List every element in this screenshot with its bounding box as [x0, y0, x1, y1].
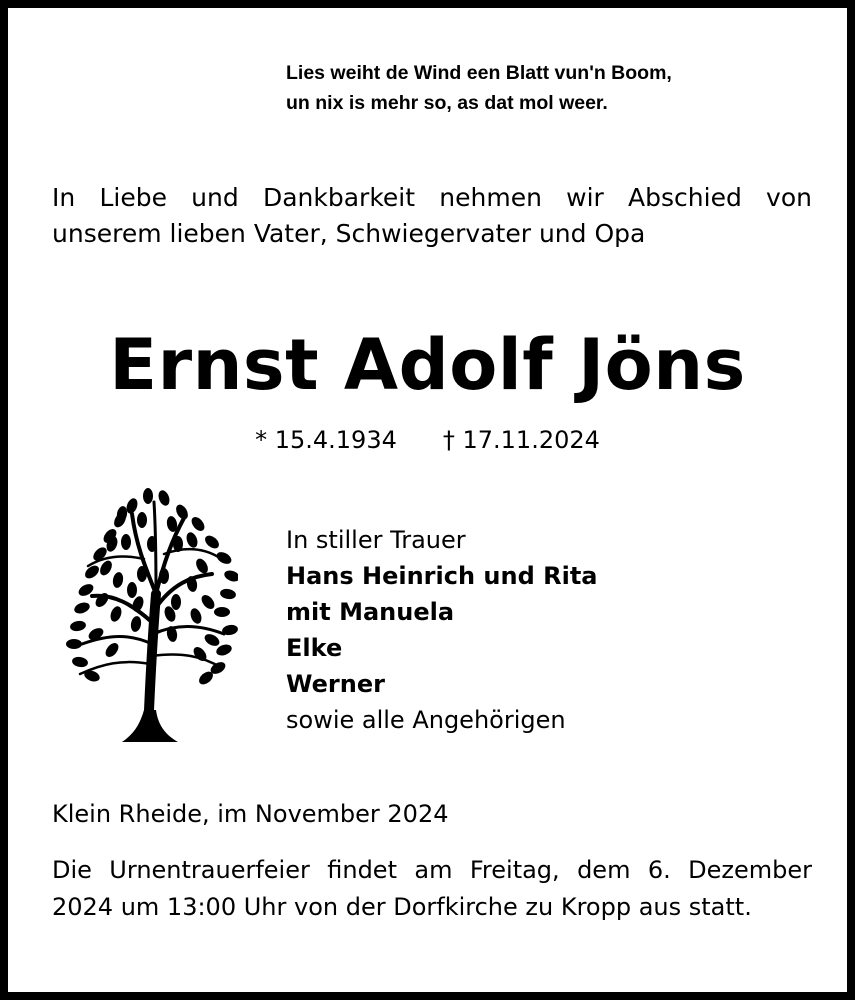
motto-line-2: un nix is mehr so, as dat mol weer.	[286, 92, 608, 114]
life-dates	[8, 423, 847, 457]
motto-verse	[286, 58, 672, 118]
tree-leaf	[143, 488, 153, 504]
tree-leaf	[112, 571, 125, 588]
tree-leaf	[219, 588, 236, 601]
death-date: † 17.11.2024	[442, 426, 600, 454]
tree-leaf	[199, 593, 217, 612]
tree-leaf	[93, 591, 111, 610]
place-date: Klein Rheide, im November 2024	[52, 800, 449, 828]
tree-leaf	[223, 569, 238, 584]
tree-leaf	[147, 536, 157, 552]
intro-text: In Liebe und Dankbarkeit nehmen wir Abschied von unserem lieben Vater, Schwiegervater und Opa	[52, 183, 812, 248]
tree-leaf	[159, 568, 169, 584]
tree-leaf	[137, 566, 147, 582]
tree-leaf	[109, 605, 124, 623]
tree-leaf	[83, 563, 102, 581]
funeral-notice: Die Urnentrauerfeier findet am Freitag, dem 6. Dezember 2024 um 13:00 Uhr von der Dorfkirche zu Kropp aus statt.	[52, 856, 812, 921]
mourner-name: mit Manuela	[286, 598, 455, 626]
tree-leaf	[73, 601, 91, 616]
tree-leaf	[189, 515, 207, 534]
tree-leaf	[215, 550, 234, 567]
tree-leaf	[185, 531, 200, 549]
mourner-name: Elke	[286, 634, 343, 662]
motto-line-1: Lies weiht de Wind een Blatt vun'n Boom,	[286, 62, 672, 84]
mourners-list	[286, 522, 598, 738]
tree-leaf	[71, 656, 88, 669]
tree-leaf	[103, 641, 121, 660]
deceased-name: Ernst Adolf Jöns	[109, 324, 746, 406]
tree-leaf	[171, 594, 181, 610]
tree-leaf	[69, 620, 86, 633]
tree-leaf	[214, 607, 230, 617]
tree-leaf	[203, 533, 222, 551]
tree-leaf	[174, 503, 191, 522]
tree-leaf	[130, 615, 143, 632]
mourners-closing: sowie alle Angehörigen	[286, 706, 566, 734]
mourners-heading: In stiller Trauer	[286, 526, 466, 554]
tree-leaf	[203, 632, 222, 649]
tree-leaf	[189, 607, 204, 625]
mourner-name: Hans Heinrich und Rita	[286, 562, 598, 590]
tree-leaf	[127, 582, 137, 598]
birth-date: * 15.4.1934	[255, 426, 397, 454]
tree-leaf	[157, 489, 172, 507]
tree-icon	[52, 484, 238, 750]
tree-leaf	[137, 512, 147, 528]
tree-leaf	[66, 639, 82, 649]
tree-leaf	[121, 534, 131, 550]
tree-leaf	[173, 536, 183, 552]
mourner-name: Werner	[286, 670, 385, 698]
